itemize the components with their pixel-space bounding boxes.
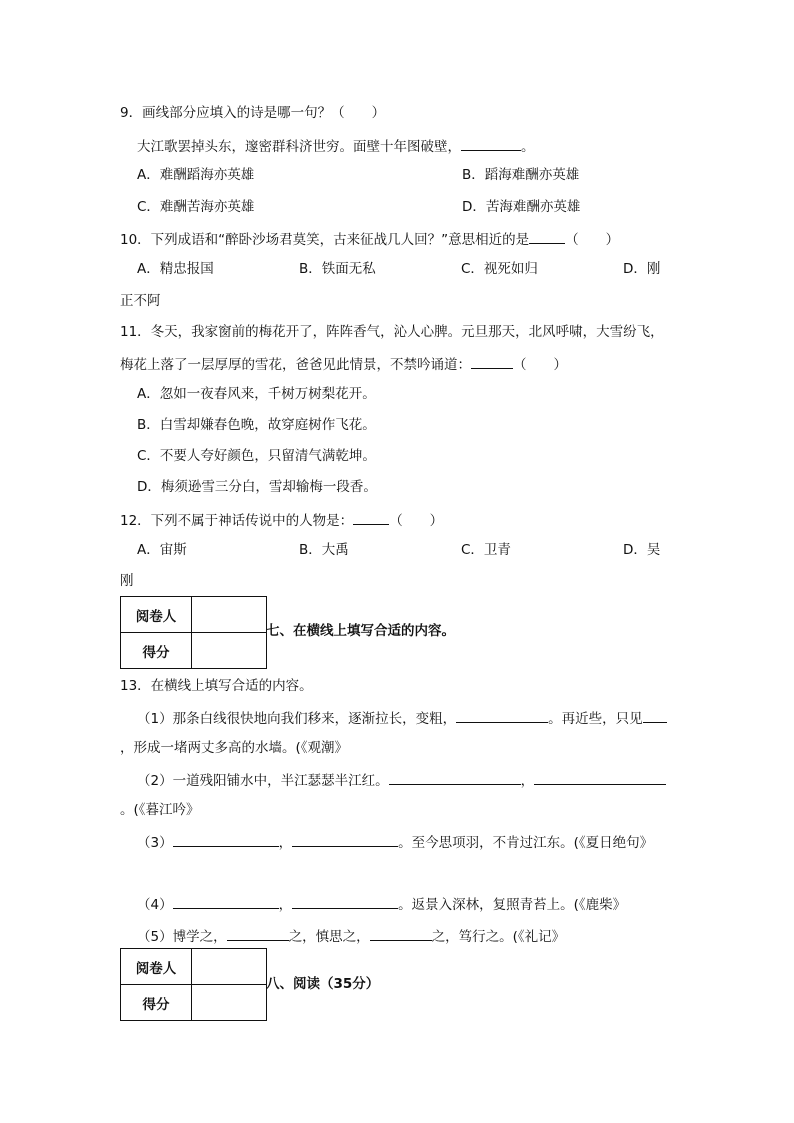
q13-sub1-line1 <box>137 708 667 728</box>
q13-sub5 <box>137 926 565 946</box>
section7-grader-cell[interactable] <box>192 597 267 633</box>
q10-stem-paren: （ ） <box>565 232 620 248</box>
q13-sub2-text: （2）一道残阳铺水中，半江瑟瑟半江红。 <box>137 773 389 789</box>
q13-sub5-blank2[interactable] <box>370 926 432 941</box>
q13-sub4 <box>137 894 626 914</box>
q13-sub1-blank2[interactable] <box>643 708 667 723</box>
q13-sub1-text: （1）那条白线很快地向我们移来，逐渐拉长，变粗， <box>137 711 457 727</box>
q13-sub4-comma: ， <box>278 897 293 913</box>
q13-sub5-text2: 之，慎思之， <box>288 929 370 945</box>
q12-stem-paren: （ ） <box>389 513 444 529</box>
q13-sub2-line1 <box>137 770 666 790</box>
q11-stem-line1: 11．冬天，我家窗前的梅花开了，阵阵香气，沁人心脾。元旦那天，北风呼啸，大雪纷飞， <box>120 324 664 340</box>
q10-option-a[interactable]: A．精忠报国 <box>137 261 214 277</box>
q12-option-d[interactable]: D．吴 <box>623 542 661 558</box>
q10-option-c[interactable]: C．视死如归 <box>461 261 538 277</box>
q13-sub3-num: （3） <box>137 835 173 851</box>
q12-answer-blank[interactable] <box>353 510 389 525</box>
q13-sub5-text3: 之，笃行之。(《礼记》 <box>431 929 566 945</box>
section8-score-cell[interactable] <box>192 985 267 1021</box>
q13-sub4-blank2[interactable] <box>292 894 398 909</box>
q9-option-d[interactable]: D．苦海难酬亦英雄 <box>462 199 581 215</box>
q13-sub4-num: （4） <box>137 897 173 913</box>
q9-passage-end: 。 <box>521 139 535 155</box>
q13-sub3-comma: ， <box>278 835 293 851</box>
q9-stem: 9．画线部分应填入的诗是哪一句？（ ） <box>120 105 386 121</box>
q10-stem <box>120 229 619 249</box>
q11-option-d[interactable]: D．梅须逊雪三分白，雪却输梅一段香。 <box>137 479 377 495</box>
q11-option-c[interactable]: C．不要人夸好颜色，只留清气满乾坤。 <box>137 448 376 464</box>
q10-stem-text: 10．下列成语和“醉卧沙场君莫笑，古来征战几人回？”意思相近的是 <box>120 232 530 248</box>
q13-sub4-text: 。返景入深林，复照青苔上。(《鹿柴》 <box>398 897 627 913</box>
q9-passage <box>137 136 535 156</box>
section8-score-label: 得分 <box>121 985 192 1021</box>
q12-option-b[interactable]: B．大禹 <box>299 542 349 558</box>
section7-score-label: 得分 <box>121 633 192 669</box>
q10-option-d[interactable]: D．刚 <box>623 261 661 277</box>
q10-option-b[interactable]: B．铁面无私 <box>299 261 376 277</box>
section8-title: 八、阅读（35分） <box>266 976 380 992</box>
q13-sub2-blank1[interactable] <box>389 770 521 785</box>
q9-option-a[interactable]: A．难酬蹈海亦英雄 <box>137 167 255 183</box>
section8-grader-table <box>120 948 267 1021</box>
section7-grader-table <box>120 596 267 669</box>
q13-sub4-blank1[interactable] <box>173 894 279 909</box>
q11-answer-blank[interactable] <box>471 354 513 369</box>
q11-stem-paren: （ ） <box>513 357 567 373</box>
q13-sub5-text1: （5）博学之， <box>137 929 227 945</box>
q13-sub1-blank1[interactable] <box>456 708 548 723</box>
q13-sub3-blank2[interactable] <box>292 832 398 847</box>
q11-stem-line2 <box>120 354 567 374</box>
q10-option-d-overflow: 正不阿 <box>120 293 161 309</box>
section7-grader-label: 阅卷人 <box>121 597 192 633</box>
q13-sub1-line2: ，形成一堵两丈多高的水墙。(《观潮》 <box>120 740 349 756</box>
q13-sub3-text: 。至今思项羽，不肯过江东。(《夏日绝句》 <box>398 835 654 851</box>
section7-score-cell[interactable] <box>192 633 267 669</box>
q13-sub5-blank1[interactable] <box>227 926 289 941</box>
q12-option-c[interactable]: C．卫青 <box>461 542 511 558</box>
q13-sub2-blank2[interactable] <box>534 770 666 785</box>
q12-option-d-overflow: 刚 <box>120 573 134 589</box>
section7-title: 七、在横线上填写合适的内容。 <box>266 623 455 639</box>
section8-grader-label: 阅卷人 <box>121 949 192 985</box>
q9-option-c[interactable]: C．难酬苦海亦英雄 <box>137 199 255 215</box>
q9-option-b[interactable]: B．蹈海难酬亦英雄 <box>462 167 580 183</box>
q13-sub2-line2: 。(《暮江吟》 <box>120 802 200 818</box>
q9-passage-text: 大江歌罢掉头东，邃密群科济世穷。面壁十年图破壁， <box>137 139 461 155</box>
q12-stem-text: 12．下列不属于神话传说中的人物是： <box>120 513 354 529</box>
q12-option-a[interactable]: A．宙斯 <box>137 542 187 558</box>
q11-option-a[interactable]: A．忽如一夜春风来，千树万树梨花开。 <box>137 386 376 402</box>
q11-stem-text: 梅花上落了一层厚厚的雪花，爸爸见此情景，不禁吟诵道： <box>120 357 471 373</box>
q10-answer-blank[interactable] <box>529 229 565 244</box>
q11-option-b[interactable]: B．白雪却嫌春色晚，故穿庭树作飞花。 <box>137 417 376 433</box>
q13-sub1-text2: 。再近些，只见 <box>548 711 643 727</box>
q13-sub3 <box>137 832 653 852</box>
q13-sub2-comma: ， <box>520 773 535 789</box>
q12-stem <box>120 510 443 530</box>
q13-stem: 13．在横线上填写合适的内容。 <box>120 678 313 694</box>
section8-grader-cell[interactable] <box>192 949 267 985</box>
q13-sub3-blank1[interactable] <box>173 832 279 847</box>
q9-answer-blank[interactable] <box>461 136 521 151</box>
